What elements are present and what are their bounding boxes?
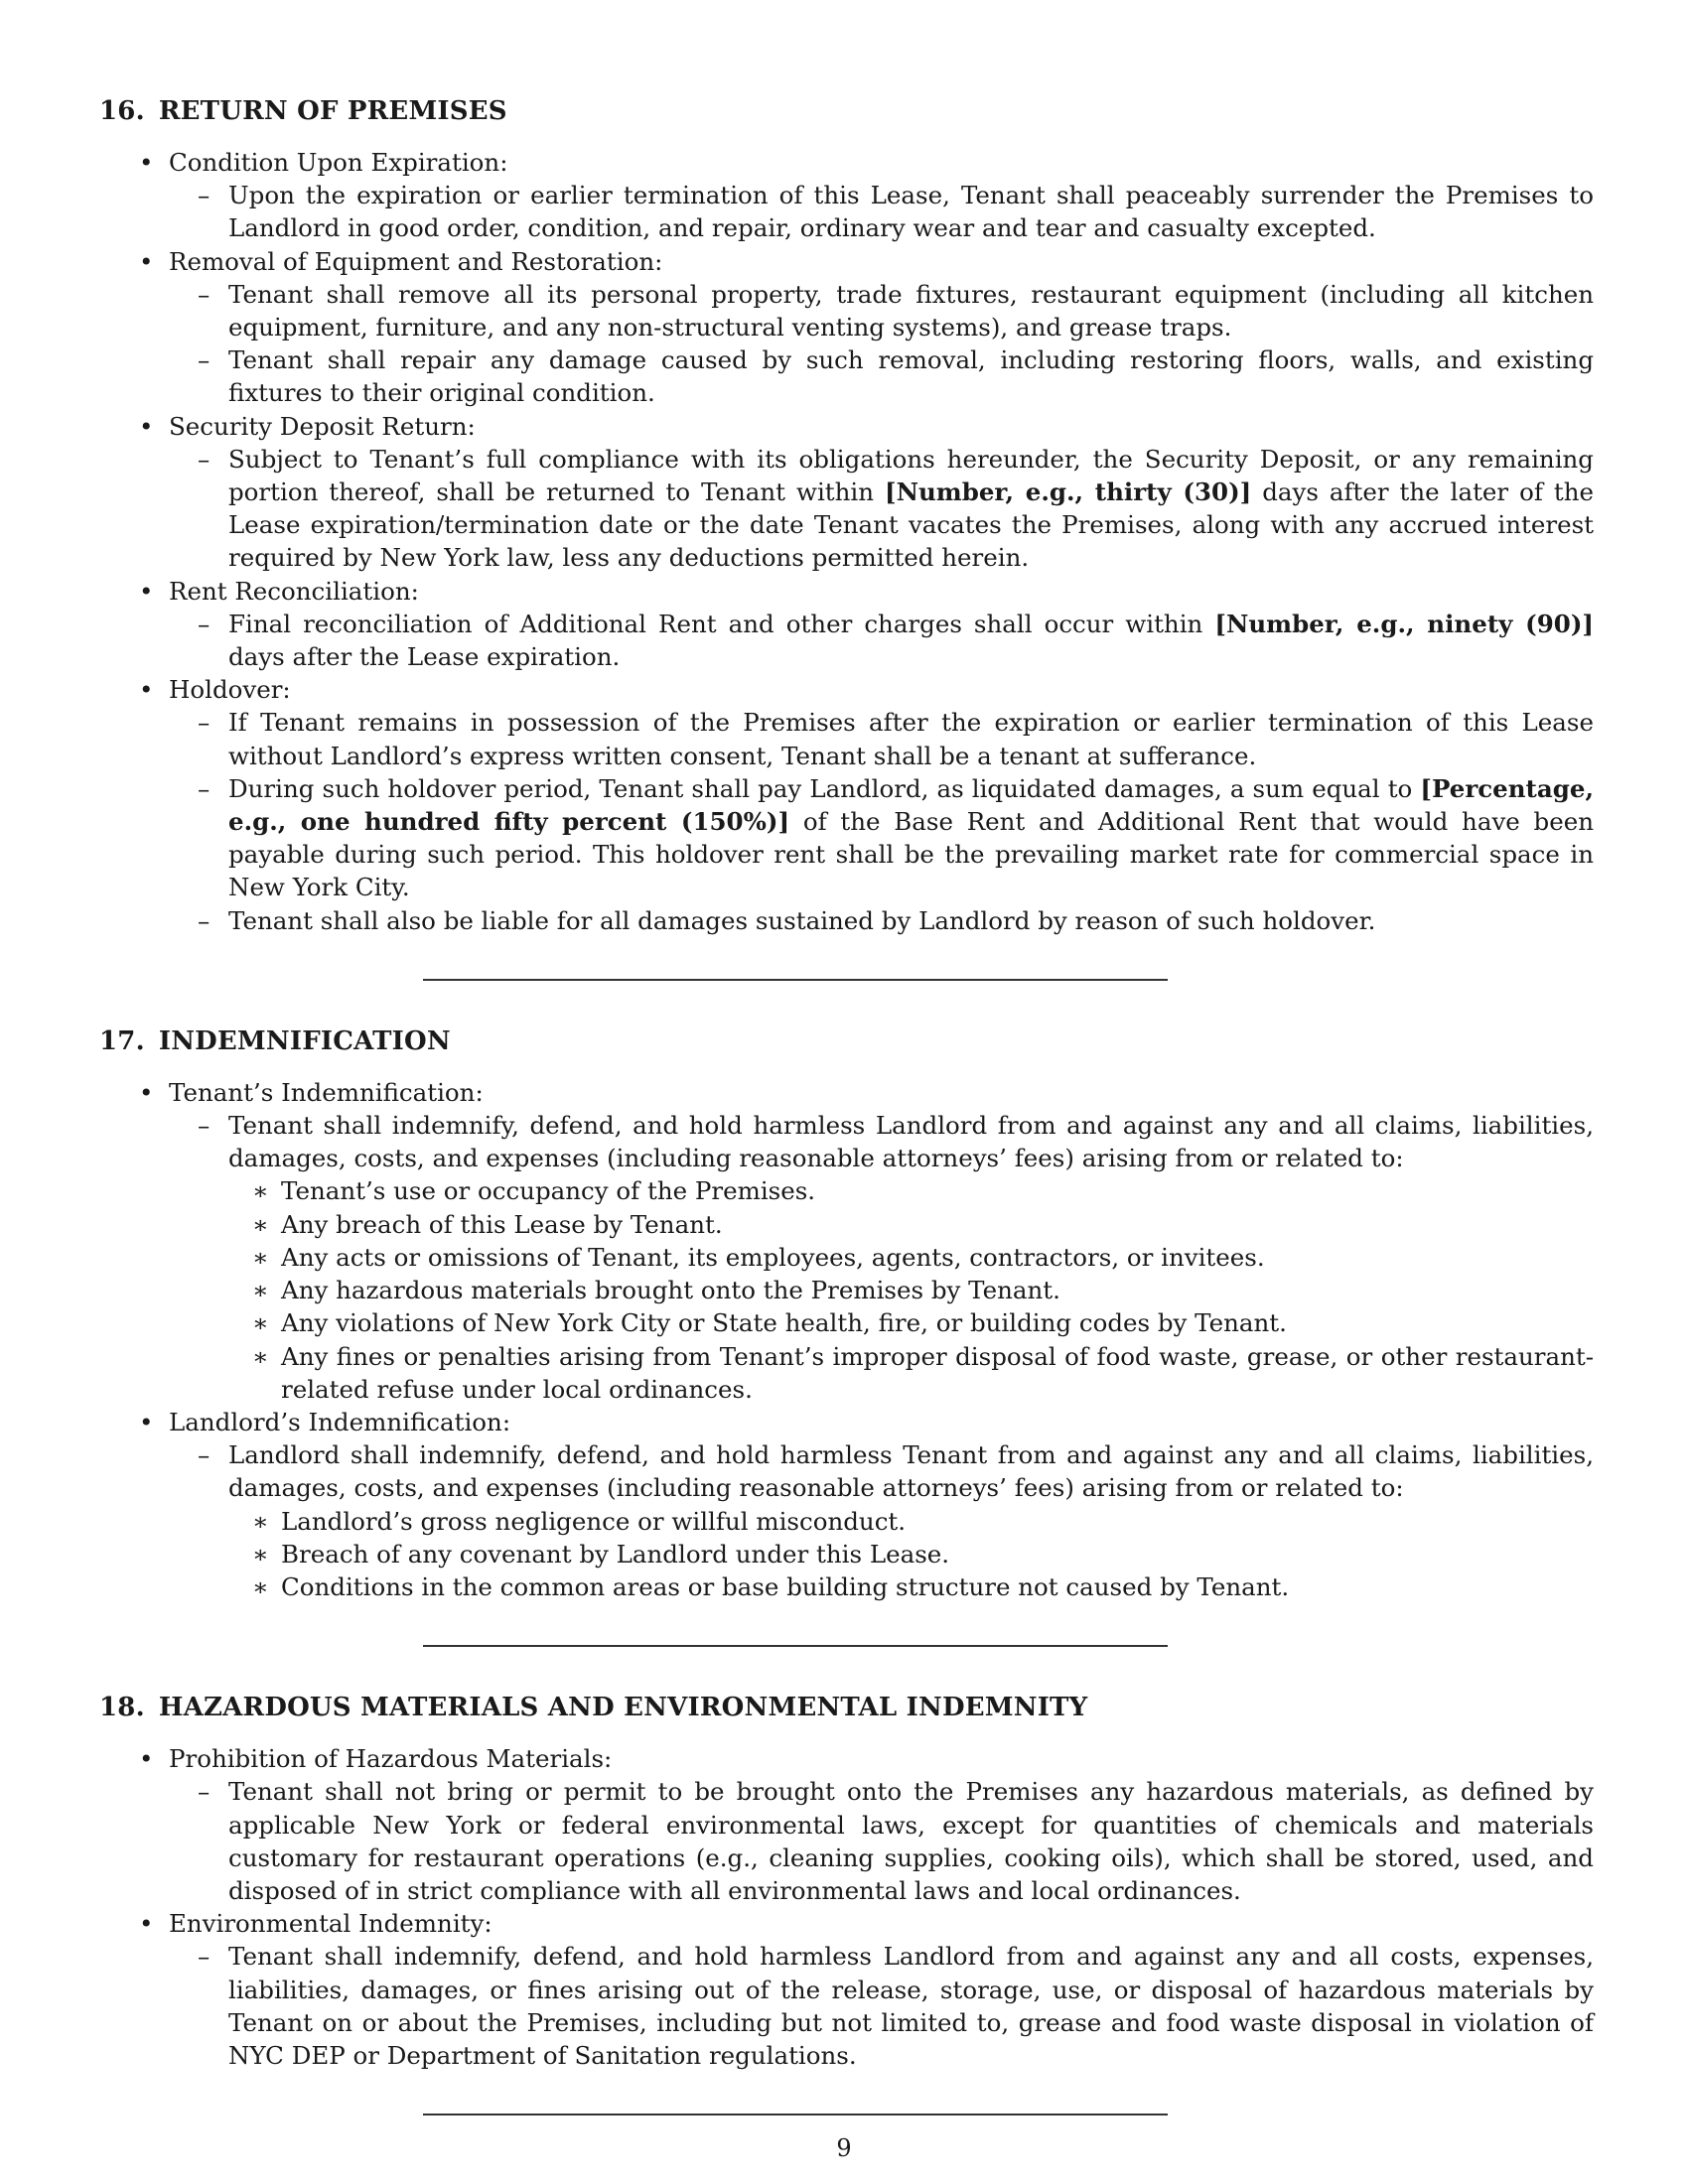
- list-item: – Upon the expiration or earlier termination of this Lease, Tenant shall peaceably surrender the Premises to Landlord in good order, condition, and repair, ordinary wear and tear and casualty excepted.: [198, 181, 1594, 243]
- section-number: 17.: [99, 1025, 145, 1056]
- list-item: – During such holdover period, Tenant shall pay Landlord, as liquidated damages, a sum equal to [Percentage, e.g., one hundred fifty percent (150%)] of the Base Rent and Additional Rent that would have been payable during such period. This holdover rent shall be the prevailing market rate for commercial space in New York City.: [198, 773, 1594, 902]
- list-item: – Tenant shall remove all its personal property, trade fixtures, restaurant equipment (including all kitchen equipment, furniture, and any non-structural venting systems), and grease traps.: [198, 279, 1594, 342]
- bullet-icon: •: [139, 1909, 154, 1939]
- item-label: Environmental Indemnity:: [169, 1909, 492, 1939]
- section-divider: [423, 979, 1168, 981]
- section-16-heading: [99, 94, 1594, 128]
- section-16-list: [99, 146, 1594, 937]
- item-label: Tenant’s Indemnification:: [169, 1077, 484, 1107]
- dash-icon: –: [198, 345, 211, 375]
- section-divider: [423, 2114, 1168, 2116]
- dash-icon: –: [198, 905, 211, 935]
- dash-icon: –: [198, 708, 211, 738]
- dash-icon: –: [198, 444, 211, 474]
- bullet-icon: •: [139, 1407, 154, 1436]
- item-label: Condition Upon Expiration:: [169, 148, 508, 177]
- list-item: – Tenant shall also be liable for all damages sustained by Landlord by reason of such holdover.: [99, 904, 1594, 937]
- bullet-icon: •: [139, 576, 154, 606]
- list-item: – Landlord shall indemnify, defend, and hold harmless Tenant from and against any and all claims, liabilities, damages, costs, and expenses (including reasonable attorneys’ fees) arising from or related to: ∗ Landlord’s gross negligence or willful misconduct. ∗ Breach of any covenant by Landlord under this Lease. ∗ Conditions in the common areas or base building structure not caused by Tenant.: [99, 1438, 1594, 1603]
- section-18-heading: [99, 1691, 1594, 1724]
- list-item: [99, 575, 1594, 674]
- list-item: ∗ Any fines or penalties arising from Tenant’s improper disposal of food waste, grease, or other restaurant-related refuse under local ordinances.: [252, 1341, 1594, 1404]
- asterisk-icon: ∗: [252, 1571, 269, 1601]
- section-number: 16.: [99, 96, 145, 126]
- list-item: ∗ Any violations of New York City or State health, fire, or building codes by Tenant.: [99, 1306, 1594, 1339]
- item-label: Prohibition of Hazardous Materials:: [169, 1744, 613, 1774]
- list-item: ∗ Any acts or omissions of Tenant, its employees, agents, contractors, or invitees.: [99, 1241, 1594, 1274]
- section-title: INDEMNIFICATION: [158, 1025, 451, 1056]
- list-item: – Tenant shall indemnify, defend, and hold harmless Landlord from and against any and all claims, liabilities, damages, costs, and expenses (including reasonable attorneys’ fees) arising from or related to: ∗ Tenant’s use or occupancy of the Premises. ∗ Any breach of this Lease by Tenant. ∗ Any acts or omissions of Tenant, its employees, agents, contractors, or invitees. ∗ Any hazardous materials brought onto the Premises by Tenant. ∗ Any violations of New York City or State health, fire, or building codes by Tenant. ∗ Any fines or penalties arising from Tenant’s improper disposal of food waste, grease, or other restaurant-related refuse under local ordinances.: [99, 1109, 1594, 1406]
- dash-icon: –: [198, 609, 211, 638]
- bullet-icon: •: [139, 148, 154, 177]
- bullet-icon: •: [139, 246, 154, 276]
- dash-icon: –: [198, 1777, 211, 1807]
- bullet-icon: •: [139, 1744, 154, 1774]
- dash-icon: –: [198, 279, 211, 309]
- list-item: [99, 673, 1594, 937]
- section-number: 18.: [99, 1693, 145, 1723]
- dash-icon: –: [198, 1942, 211, 1972]
- item-label: Holdover:: [169, 675, 291, 705]
- item-label: Rent Reconciliation:: [169, 576, 419, 606]
- list-item: – Tenant shall repair any damage caused by such removal, including restoring floors, walls, and existing fixtures to their original condition.: [198, 345, 1594, 408]
- list-item: [99, 1907, 1594, 2072]
- asterisk-icon: ∗: [252, 1506, 269, 1536]
- dash-icon: –: [198, 1111, 211, 1141]
- asterisk-icon: ∗: [252, 1209, 269, 1239]
- list-item: [99, 146, 1594, 245]
- list-item: ∗ Conditions in the common areas or base building structure not caused by Tenant.: [99, 1570, 1594, 1603]
- section-title: HAZARDOUS MATERIALS AND ENVIRONMENTAL INDEMNITY: [158, 1693, 1088, 1723]
- item-label: Removal of Equipment and Restoration:: [169, 246, 663, 276]
- item-label: Security Deposit Return:: [169, 411, 476, 441]
- list-item: ∗ Breach of any covenant by Landlord under this Lease.: [99, 1538, 1594, 1570]
- section-17-list: [99, 1076, 1594, 1603]
- list-item: ∗ Any hazardous materials brought onto the Premises by Tenant.: [99, 1274, 1594, 1306]
- page-number: 9: [836, 2134, 852, 2162]
- list-item: ∗ Tenant’s use or occupancy of the Premises.: [99, 1174, 1594, 1207]
- asterisk-icon: ∗: [252, 1176, 269, 1206]
- item-label: Landlord’s Indemnification:: [169, 1407, 511, 1436]
- list-item: – If Tenant remains in possession of the Premises after the expiration or earlier termination of this Lease without Landlord’s express written consent, Tenant shall be a tenant at sufferance.: [198, 708, 1594, 770]
- section-18-list: [99, 1742, 1594, 2072]
- asterisk-icon: ∗: [252, 1276, 269, 1305]
- list-item: ∗ Landlord’s gross negligence or willful misconduct.: [99, 1505, 1594, 1538]
- page-content: [99, 94, 1594, 2159]
- bullet-icon: •: [139, 411, 154, 441]
- section-17-heading: [99, 1024, 1594, 1058]
- dash-icon: –: [198, 1440, 211, 1470]
- placeholder-term: [Number, e.g., thirty (30)]: [884, 478, 1252, 507]
- section-divider: [423, 1645, 1168, 1647]
- dash-icon: –: [198, 181, 211, 210]
- list-item: [99, 1742, 1594, 1907]
- list-item: – Tenant shall not bring or permit to be brought onto the Premises any hazardous materials, as defined by applicable New York or federal environmental laws, except for quantities of chemicals and materials customary for restaurant operations (e.g., cleaning supplies, cooking oils), which shall be stored, used, and disposed of in strict compliance with all environmental laws and local ordinances.: [198, 1777, 1594, 1905]
- placeholder-term: [Percentage, e.g., one hundred fifty percent (150%)]: [228, 773, 1594, 837]
- list-item: [99, 410, 1594, 575]
- list-item: – Subject to Tenant’s full compliance with its obligations hereunder, the Security Deposit, or any remaining portion thereof, shall be returned to Tenant within [Number, e.g., thirty (30)] days after the later of the Lease expiration/termination date or the date Tenant vacates the Premises, along with any accrued interest required by New York law, less any deductions permitted herein.: [198, 444, 1594, 573]
- list-item: – Final reconciliation of Additional Rent and other charges shall occur within [Number, e.g., ninety (90)] days after the Lease expiration.: [198, 609, 1595, 672]
- list-item: [99, 1406, 1594, 1603]
- list-item: [99, 1076, 1594, 1406]
- bullet-icon: •: [139, 675, 154, 705]
- asterisk-icon: ∗: [252, 1341, 269, 1371]
- list-item: [99, 245, 1594, 410]
- section-title: RETURN OF PREMISES: [158, 96, 507, 126]
- dash-icon: –: [198, 773, 211, 803]
- placeholder-term: [Number, e.g., ninety (90)]: [1214, 609, 1595, 638]
- list-item: ∗ Any breach of this Lease by Tenant.: [99, 1208, 1594, 1241]
- bullet-icon: •: [139, 1077, 154, 1107]
- list-item: – Tenant shall indemnify, defend, and hold harmless Landlord from and against any and all costs, expenses, liabilities, damages, or fines arising out of the release, storage, use, or disposal of hazardous materials by Tenant on or about the Premises, including but not limited to, grease and food waste disposal in violation of NYC DEP or Department of Sanitation regulations.: [198, 1942, 1594, 2070]
- asterisk-icon: ∗: [252, 1539, 269, 1569]
- asterisk-icon: ∗: [252, 1308, 269, 1338]
- asterisk-icon: ∗: [252, 1242, 269, 1272]
